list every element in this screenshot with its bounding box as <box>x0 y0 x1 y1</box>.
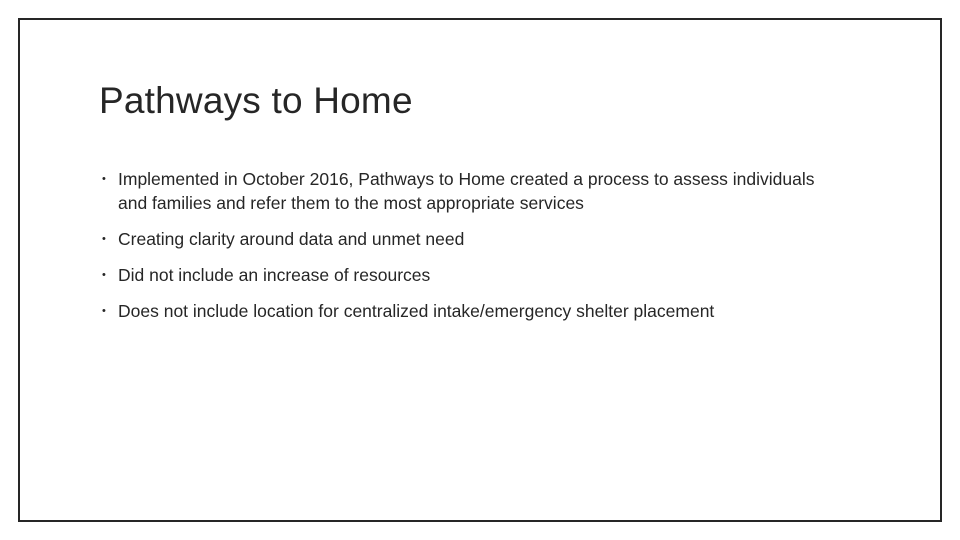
bullet-text: Does not include location for centralized intake/emergency shelter placement <box>118 301 715 321</box>
bullet-item <box>102 299 842 323</box>
bullet-icon: • <box>102 305 106 317</box>
slide-frame <box>18 18 942 522</box>
slide-title: Pathways to Home <box>99 80 413 121</box>
bullet-item <box>102 227 842 251</box>
bullet-icon: • <box>102 173 106 185</box>
bullet-list <box>102 167 842 335</box>
bullet-text: Creating clarity around data and unmet need <box>118 229 465 249</box>
bullet-item <box>102 167 842 215</box>
bullet-text: Did not include an increase of resources <box>118 265 431 285</box>
bullet-icon: • <box>102 233 106 245</box>
bullet-text: Implemented in October 2016, Pathways to Home created a process to assess individuals and families and refer them to the most appropriate services <box>118 169 815 213</box>
bullet-item <box>102 263 842 287</box>
bullet-icon: • <box>102 269 106 281</box>
